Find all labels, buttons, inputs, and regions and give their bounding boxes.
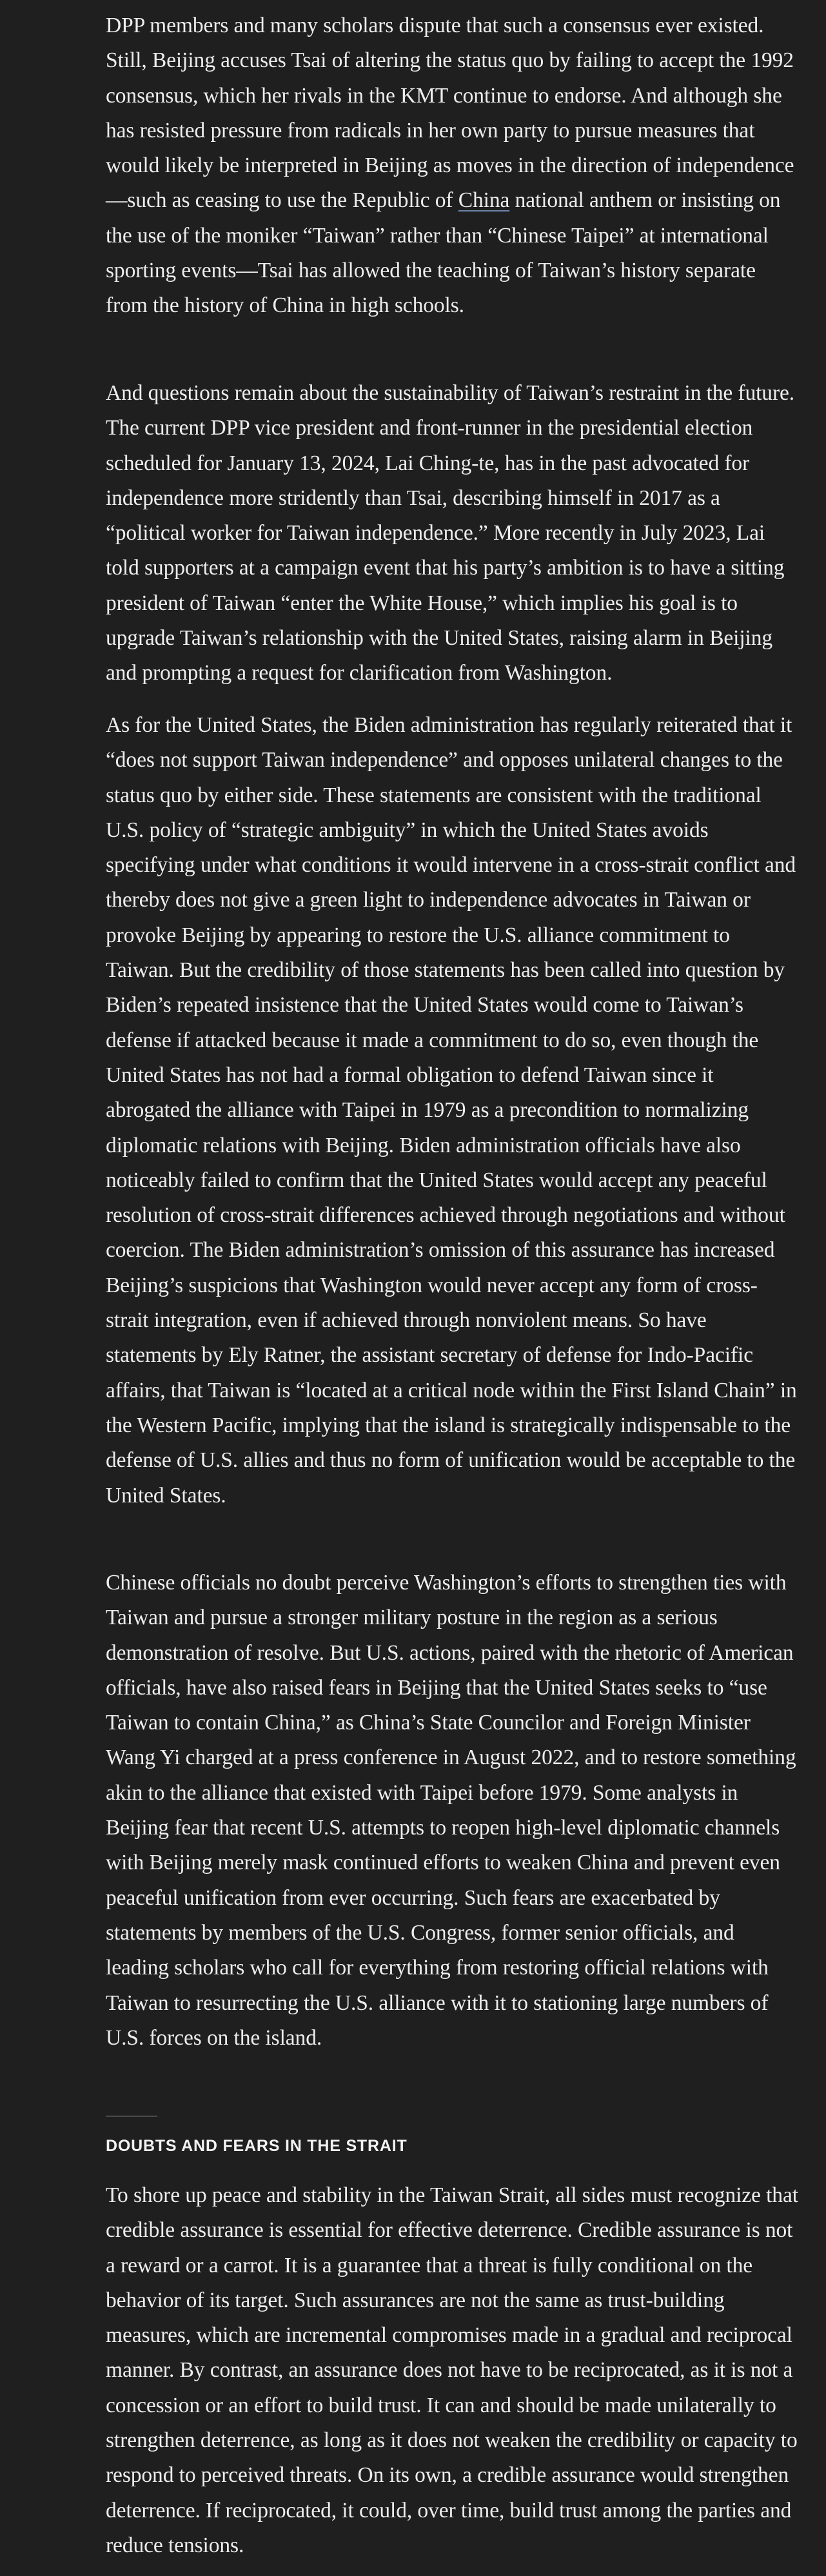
- article-paragraph: As for the United States, the Biden administration has regularly reiterated that it “does not support Taiwan independence” and opposes unilateral changes to the status quo by either side. These statements are consistent with the traditional U.S. policy of “strategic ambiguity” in which the United States avoids specifying under what conditions it would intervene in a cross-strait conflict and thereby does not give a green light to independence advocates in Taiwan or provoke Beijing by appearing to restore the U.S. alliance commitment to Taiwan. But the credibility of those statements has been called into question by Biden’s repeated insistence that the United States would come to Taiwan’s defense if attacked because it made a commitment to do so, even though the United States has not had a formal obligation to defend Taiwan since it abrogated the alliance with Taipei in 1979 as a precondition to normalizing diplomatic relations with Beijing. Biden administration officials have also noticeably failed to confirm that the United States would accept any peaceful resolution of cross-strait differences achieved through negotiations and without coercion. The Biden administration’s omission of this assurance has increased Beijing’s suspicions that Washington would never accept any form of cross-strait integration, even if achieved through nonviolent means. So have statements by Ely Ratner, the assistant secretary of defense for Indo-Pacific affairs, that Taiwan is “located at a critical node within the First Island Chain” in the Western Pacific, implying that the island is strategically indispensable to the defense of U.S. allies and thus no form of unification would be acceptable to the United States.: [106, 713, 797, 1508]
- china-topic-link[interactable]: China: [458, 188, 510, 213]
- article-paragraph: To shore up peace and stability in the Taiwan Strait, all sides must recognize that credible assurance is essential for effective deterrence. Credible assurance is not a reward or a carrot. It is a guarantee that a threat is fully conditional on the behavior of its target. Such assurances are not the same as trust-building measures, which are incremental compromises made in a gradual and reciprocal manner. By contrast, an assurance does not have to be reciprocated, as it is not a concession or an effort to build trust. It can and should be made unilaterally to strengthen deterrence, as long as it does not weaken the credibility or capacity to respond to perceived threats. On its own, a credible assurance would strengthen deterrence. If reciprocated, it could, over time, build trust among the parties and reduce tensions.: [106, 2183, 798, 2557]
- article-paragraph: And questions remain about the sustainability of Taiwan’s restraint in the future. The current DPP vice president and front-runner in the presidential election scheduled for January 13, 2024, Lai Ching-te, has in the past advocated for independence more stridently than Tsai, describing himself in 2017 as a “political worker for Taiwan independence.” More recently in July 2023, Lai told supporters at a campaign event that his party’s ambition is to have a sitting president of Taiwan “enter the White House,” which implies his goal is to upgrade Taiwan’s relationship with the United States, raising alarm in Beijing and prompting a request for clarification from Washington.: [106, 381, 795, 685]
- section-divider: [106, 2116, 157, 2117]
- section-heading: DOUBTS AND FEARS IN THE STRAIT: [106, 2137, 408, 2155]
- paragraph-text: national anthem or insisting on the use of the moniker “Taiwan” rather than “Chinese Taipei” at international sporting events—Tsai has allowed the teaching of Taiwan’s history separate from the history of China in high schools.: [106, 188, 781, 318]
- paragraph-text: DPP members and many scholars dispute that such a consensus ever existed. Still, Beijing accuses Tsai of altering the status quo by failing to accept the 1992 consensus, which her rivals in the KMT continue to endorse. And although she has resisted pressure from radicals in her own party to pursue measures that would likely be interpreted in Beijing as moves in the direction of independence—such as ceasing to use the Republic of: [106, 14, 794, 213]
- article-paragraph: Chinese officials no doubt perceive Washington’s efforts to strengthen ties with Taiwan and pursue a stronger military posture in the region as a serious demonstration of resolve. But U.S. actions, paired with the rhetoric of American officials, have also raised fears in Beijing that the United States seeks to “use Taiwan to contain China,” as China’s State Councilor and Foreign Minister Wang Yi charged at a press conference in August 2022, and to restore something akin to the alliance that existed with Taipei before 1979. Some analysts in Beijing fear that recent U.S. attempts to reopen high-level diplomatic channels with Beijing merely mask continued efforts to weaken China and prevent even peaceful unification from ever occurring. Such fears are exacerbated by statements by members of the U.S. Congress, former senior officials, and leading scholars who call for everything from restoring official relations with Taiwan to resurrecting the U.S. alliance with it to stationing large numbers of U.S. forces on the island.: [106, 1571, 796, 2050]
- article-paragraph: [106, 8, 800, 324]
